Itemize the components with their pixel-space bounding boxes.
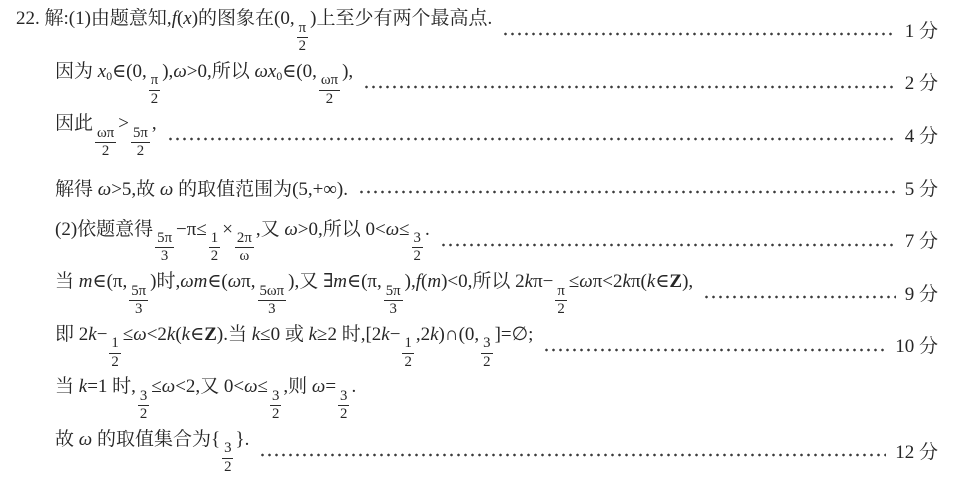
math-variable: f xyxy=(171,8,177,30)
text-run: <2 xyxy=(146,323,167,345)
score-label: 12 分 xyxy=(895,441,938,463)
text-run: ), xyxy=(404,271,416,293)
score-label: 1 分 xyxy=(904,20,938,42)
math-variable: ω xyxy=(78,428,93,450)
fraction-denominator: 3 xyxy=(389,300,397,317)
text-run: ∈(π, xyxy=(347,271,382,293)
fraction xyxy=(402,335,413,371)
fraction-numerator: 5ωπ xyxy=(258,283,287,301)
math-variable: k xyxy=(524,271,534,293)
math-variable: ω xyxy=(579,271,593,293)
text-run: =1 时, xyxy=(87,376,136,398)
line-content xyxy=(16,3,492,55)
line-content xyxy=(55,108,157,160)
fraction-numerator: 3 xyxy=(412,230,423,248)
text-run: ( xyxy=(175,323,182,345)
text-run: )的图象在(0, xyxy=(191,8,295,30)
fraction-denominator: 3 xyxy=(268,300,276,317)
fraction-numerator: 5π xyxy=(384,283,403,301)
dotted-leader xyxy=(167,136,896,142)
math-variable: ω xyxy=(159,178,174,200)
text-run: )<0,所以 2 xyxy=(441,271,525,293)
math-variable: m xyxy=(333,271,348,293)
text-run: 因此 xyxy=(55,113,94,135)
fraction xyxy=(412,230,423,266)
fraction-denominator: 2 xyxy=(139,406,148,423)
math-variable: ω xyxy=(385,218,400,240)
math-variable: k xyxy=(308,323,318,345)
fraction-numerator: 1 xyxy=(209,230,220,248)
text-run: ∈ xyxy=(190,323,205,345)
fraction-denominator: 3 xyxy=(160,248,169,265)
text-run: )∩(0, xyxy=(438,323,480,345)
fraction xyxy=(481,335,492,371)
fraction-denominator: 2 xyxy=(413,248,421,265)
text-run: <2,又 0< xyxy=(175,376,245,398)
math-variable: ω xyxy=(97,178,112,200)
math-variable: x xyxy=(183,8,192,30)
line-content xyxy=(55,214,430,266)
dotted-leader xyxy=(703,294,896,300)
fraction xyxy=(258,283,287,319)
text-run: 当 xyxy=(55,271,79,293)
text-run: >0,所以 0< xyxy=(297,218,386,240)
dotted-leader xyxy=(543,347,886,353)
fraction-denominator: 2 xyxy=(224,458,232,475)
fraction xyxy=(222,440,233,476)
fraction-numerator: 3 xyxy=(138,388,149,406)
text-run: ≤ xyxy=(568,271,580,293)
text-run: π<2 xyxy=(592,271,623,293)
text-run: ≤ xyxy=(122,323,134,345)
fraction-numerator: 3 xyxy=(222,440,233,458)
fraction-numerator: 3 xyxy=(481,335,492,353)
fraction-numerator: 5π xyxy=(131,125,150,143)
text-run: ∈(0, xyxy=(112,60,147,82)
math-variable: m xyxy=(78,271,93,293)
score-label: 10 分 xyxy=(895,336,938,358)
text-run: , xyxy=(151,113,157,135)
fraction-numerator: 3 xyxy=(270,388,281,406)
solution-line xyxy=(55,56,938,109)
solution-lines xyxy=(16,3,938,476)
math-variable: ω xyxy=(133,323,147,345)
fraction-numerator: π xyxy=(297,20,308,38)
fraction-numerator: ωπ xyxy=(319,72,340,90)
line-content xyxy=(55,319,533,371)
dotted-leader xyxy=(440,242,896,248)
subscript: 0 xyxy=(106,69,113,83)
solution-line xyxy=(55,108,938,161)
text-run: −π≤ xyxy=(176,218,207,240)
fraction xyxy=(270,388,281,424)
text-run: . xyxy=(351,376,357,398)
text-run: ,2 xyxy=(415,323,431,345)
solution-line xyxy=(55,371,938,424)
math-variable: ω xyxy=(173,60,187,82)
line-content xyxy=(55,371,356,423)
fraction-denominator: ω xyxy=(239,248,250,265)
math-variable: f xyxy=(415,271,422,293)
text-run: ( xyxy=(421,271,428,293)
text-run: π, xyxy=(241,271,256,293)
math-set-symbol: Z xyxy=(669,271,683,293)
fraction xyxy=(138,388,149,424)
math-variable: k xyxy=(78,376,88,398)
math-variable: k xyxy=(622,271,631,293)
score-label: 9 分 xyxy=(904,283,938,305)
fraction xyxy=(131,125,150,161)
fraction-numerator: π xyxy=(555,283,566,301)
math-variable: ω xyxy=(227,271,242,293)
math-variable: ωm xyxy=(180,271,208,293)
text-run: 22. 解:(1)由题意知, xyxy=(16,8,172,30)
text-run: ), xyxy=(682,271,694,293)
math-variable: k xyxy=(88,323,97,345)
solution-line xyxy=(55,266,938,319)
math-variable: k xyxy=(430,323,439,345)
text-run: ≤ xyxy=(399,218,410,240)
fraction-denominator: 3 xyxy=(134,300,143,317)
fraction xyxy=(338,388,349,424)
text-run: ≤ xyxy=(257,376,268,398)
text-run: 即 2 xyxy=(55,323,89,345)
score-label: 5 分 xyxy=(904,178,938,200)
fraction xyxy=(129,283,148,319)
math-variable: ω xyxy=(244,376,258,398)
dotted-leader xyxy=(259,452,886,458)
text-run: ), xyxy=(162,60,174,82)
solution-line xyxy=(55,161,938,214)
math-variable: k xyxy=(646,271,656,293)
score-label: 2 分 xyxy=(904,73,938,95)
fraction-numerator: 1 xyxy=(109,335,120,353)
text-run: (2)依题意得 xyxy=(55,218,154,240)
dotted-leader xyxy=(363,84,896,90)
text-run: 的取值集合为{ xyxy=(92,428,221,450)
text-run: }. xyxy=(235,428,250,450)
math-variable: m xyxy=(427,271,442,293)
text-run: − xyxy=(96,323,108,345)
text-run: ), xyxy=(342,60,354,82)
fraction xyxy=(555,283,566,319)
fraction xyxy=(319,72,340,108)
math-variable: ω xyxy=(284,218,298,240)
math-set-symbol: Z xyxy=(204,323,217,345)
fraction-denominator: 2 xyxy=(340,406,348,423)
text-run: ]=∅; xyxy=(494,323,534,345)
dotted-leader xyxy=(502,31,896,37)
text-run: × xyxy=(222,218,233,240)
math-variable: k xyxy=(181,323,191,345)
fraction-denominator: 2 xyxy=(557,300,565,317)
text-run: ( xyxy=(176,8,184,30)
math-variable: ω xyxy=(311,376,326,398)
solution-line xyxy=(55,319,938,372)
text-run: )时, xyxy=(150,271,181,293)
text-run: − xyxy=(389,323,401,345)
score-label: 4 分 xyxy=(904,125,938,147)
line-content xyxy=(55,266,693,318)
dotted-leader xyxy=(358,189,896,195)
fraction-denominator: 2 xyxy=(298,38,307,54)
text-run: )上至少有两个最高点. xyxy=(310,8,493,30)
text-run: 因为 xyxy=(55,60,98,82)
fraction xyxy=(235,230,254,266)
text-run: π− xyxy=(533,271,554,293)
math-variable: k xyxy=(381,323,390,345)
text-run: ∈ xyxy=(655,271,670,293)
text-run: >0,所以 xyxy=(186,60,255,82)
text-run: 的取值范围为(5,+∞). xyxy=(173,178,348,200)
text-run: ≥2 时,[2 xyxy=(317,323,382,345)
text-run: ∈( xyxy=(207,271,228,293)
text-run: 故 xyxy=(55,428,79,450)
solution-line xyxy=(55,213,938,266)
fraction xyxy=(155,230,174,266)
text-run: >5,故 xyxy=(111,178,160,200)
fraction-denominator: 2 xyxy=(210,248,219,265)
math-variable: ω xyxy=(161,376,176,398)
fraction xyxy=(297,20,308,56)
fraction xyxy=(149,72,160,108)
text-run: π( xyxy=(630,271,647,293)
math-variable: x xyxy=(97,60,107,82)
text-run: > xyxy=(118,113,129,135)
fraction-numerator: 2π xyxy=(235,230,254,248)
text-run: ,又 xyxy=(255,218,285,240)
line-content xyxy=(55,174,348,201)
text-run: ≤ xyxy=(151,376,162,398)
math-variable: k xyxy=(251,323,261,345)
fraction-numerator: π xyxy=(149,72,160,90)
fraction-denominator: 2 xyxy=(150,90,159,107)
solution-line xyxy=(55,424,938,477)
text-run: ∈(0, xyxy=(282,60,317,82)
text-run: 当 xyxy=(55,376,79,398)
line-content xyxy=(55,56,353,108)
text-run: . xyxy=(424,218,430,240)
fraction-numerator: 1 xyxy=(402,335,413,353)
text-run: = xyxy=(325,376,337,398)
subscript: 0 xyxy=(276,69,283,83)
fraction-numerator: ωπ xyxy=(95,125,116,143)
score-label: 7 分 xyxy=(904,231,938,253)
text-run: ),又 ∃ xyxy=(288,271,334,293)
fraction-denominator: 2 xyxy=(136,143,145,160)
fraction-numerator: 5π xyxy=(129,283,148,301)
text-run: 解得 xyxy=(55,178,98,200)
text-run: ,则 xyxy=(283,376,312,398)
fraction-denominator: 2 xyxy=(483,353,491,370)
fraction-denominator: 2 xyxy=(101,143,110,160)
text-run: ∈(π, xyxy=(92,271,128,293)
fraction xyxy=(95,125,116,161)
fraction-denominator: 2 xyxy=(271,406,280,423)
solution-line xyxy=(16,3,938,56)
fraction-denominator: 2 xyxy=(325,90,334,107)
line-content xyxy=(55,424,249,476)
fraction-numerator: 5π xyxy=(155,230,174,248)
fraction-numerator: 3 xyxy=(338,388,349,406)
fraction-denominator: 2 xyxy=(404,353,412,370)
fraction-denominator: 2 xyxy=(111,353,119,370)
fraction xyxy=(384,283,403,319)
fraction xyxy=(209,230,220,266)
text-run: ≤0 或 xyxy=(260,323,309,345)
text-run: ).当 xyxy=(216,323,252,345)
math-variable: ωx xyxy=(254,60,277,82)
math-variable: k xyxy=(166,323,176,345)
fraction xyxy=(109,335,120,371)
